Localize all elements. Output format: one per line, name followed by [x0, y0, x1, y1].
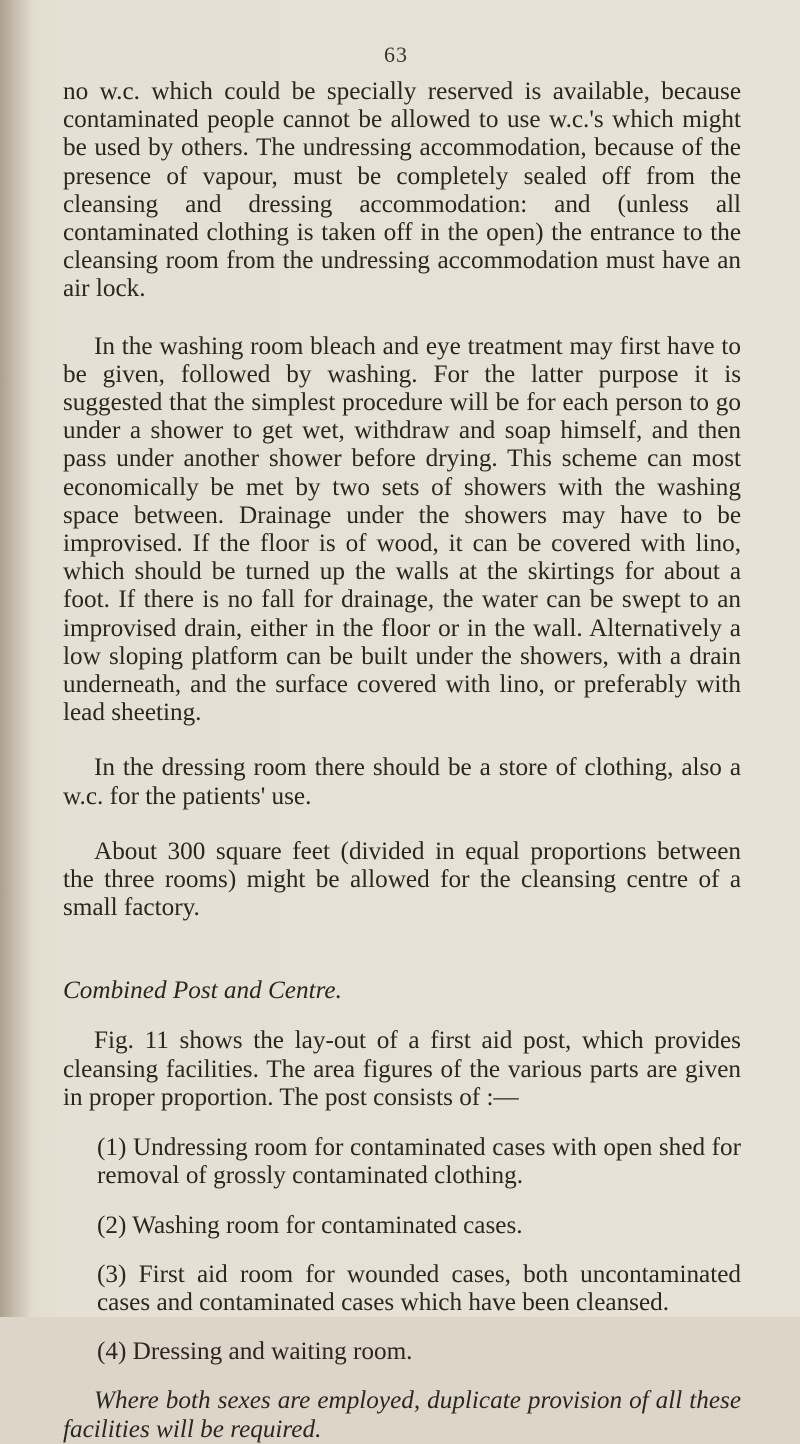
list-item: (3) First aid room for wounded cases, both uncontaminated cases and contaminated cases which have been cleansed.	[97, 1260, 741, 1316]
paragraph-dressing-room: In the dressing room there should be a store of clothing, also a w.c. for the patients' use.	[63, 754, 741, 810]
paragraph-wc-undressing: no w.c. which could be specially reserved is available, because contaminated people cannot be allowed to use w.c.'s which might be used by others. The undressing accommodation, because of the presence of vapour, must be completely sealed off from the cleansing and dressing accommodation: and (unless all contaminated clothing is taken off in the open) the entrance to the cleansing room from the undressing accommodation must have an air lock.	[63, 78, 741, 303]
list-item: (1) Undressing room for contaminated cases with open shed for removal of grossly contaminated clothing.	[97, 1134, 741, 1190]
list-item: (2) Washing room for contaminated cases.	[97, 1211, 523, 1239]
closing-note: Where both sexes are employed, duplicate provision of all these facilities will be required.	[63, 1387, 741, 1443]
page-number: 63	[384, 42, 408, 67]
document-body	[63, 78, 741, 1444]
section-heading: Combined Post and Centre.	[63, 977, 342, 1005]
section-intro: Fig. 11 shows the lay-out of a first aid post, which provides cleansing facilities. The area figures of the various parts are given in proper proportion. The post consists of :—	[63, 1027, 741, 1111]
paragraph-floor-area: About 300 square feet (divided in equal proportions between the three rooms) might be allowed for the cleansing centre of a small factory.	[63, 837, 741, 922]
page-edge-shadow	[0, 0, 32, 1317]
facility-list	[63, 1134, 741, 1366]
list-item: (4) Dressing and waiting room.	[97, 1338, 413, 1366]
paragraph-washing-room: In the washing room bleach and eye treatment may first have to be given, followed by washing. For the latter purpose it is suggested that the simplest procedure will be for each person to go under a shower to get wet, withdraw and soap himself, and then pass under another shower before drying. This scheme can most economically be met by two sets of showers with the washing space between. Drainage under the showers may have to be improvised. If the floor is of wood, it can be covered with lino, which should be turned up the walls at the skirtings for about a foot. If there is no fall for drainage, the water can be swept to an improvised drain, either in the floor or in the wall. Alternatively a low sloping platform can be built under the showers, with a drain underneath, and the surface covered with lino, or preferably with lead sheeting.	[63, 332, 741, 727]
